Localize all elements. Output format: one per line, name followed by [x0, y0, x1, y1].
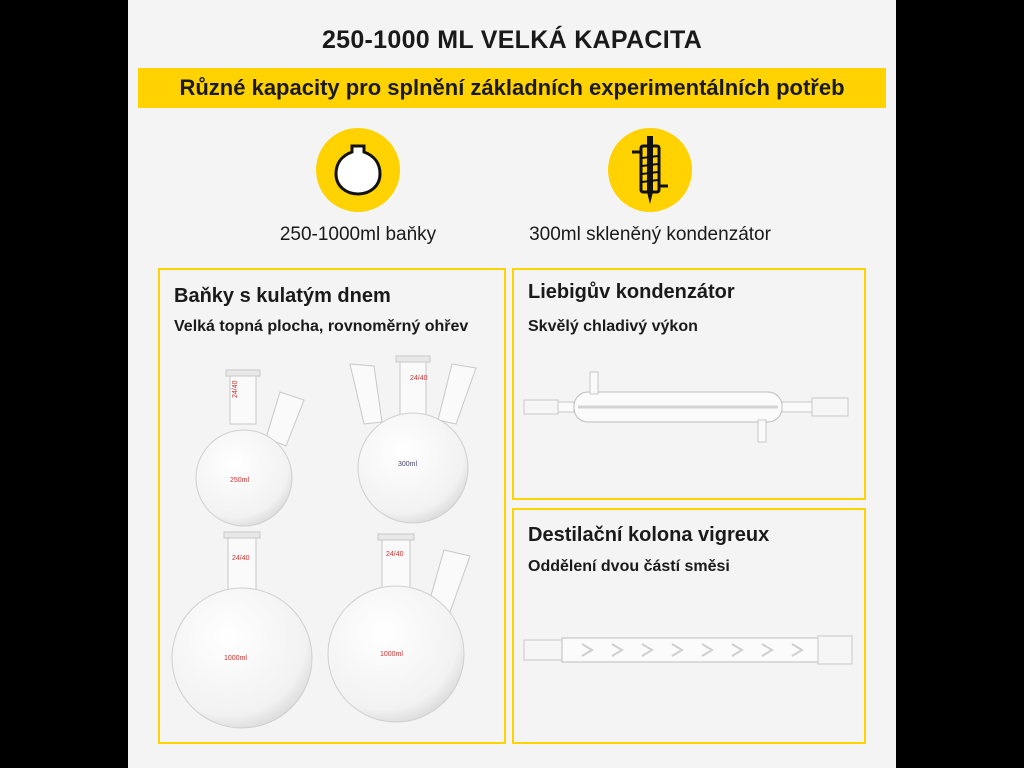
- condenser-panel-title: Liebigův kondenzátor: [528, 281, 735, 303]
- column-panel-subtitle: Oddělení dvou částí směsi: [528, 558, 730, 575]
- flask-1-joint: 24/40: [232, 380, 239, 398]
- flasks-panel: [158, 268, 506, 744]
- subtitle-banner: [138, 68, 886, 108]
- flask-1-volume: 250ml: [230, 477, 250, 484]
- condenser-panel: [512, 268, 866, 500]
- feature-condenser-label: 300ml skleněný kondenzátor: [529, 224, 771, 245]
- condenser-panel-subtitle: Skvělý chladivý výkon: [528, 318, 698, 335]
- flask-2-volume: 300ml: [398, 461, 418, 468]
- product-infographic: [128, 0, 896, 768]
- flask-4-volume: 1000ml: [380, 651, 403, 658]
- feature-flasks: [208, 128, 508, 246]
- column-panel-title: Destilační kolona vigreux: [528, 524, 770, 546]
- flask-two-neck-small: [196, 370, 304, 526]
- flask-three-neck: [350, 356, 476, 523]
- condenser-illustration: [522, 360, 858, 460]
- flasks-panel-title: Baňky s kulatým dnem: [174, 285, 391, 307]
- flask-4-joint: 24/40: [386, 551, 404, 558]
- flasks-panel-subtitle: Velká topná plocha, rovnoměrný ohřev: [174, 318, 469, 335]
- flask-3-joint: 24/40: [232, 555, 250, 562]
- page-title: 250-1000 ML VELKÁ KAPACITA: [321, 26, 703, 54]
- flasks-illustration: [160, 350, 504, 742]
- feature-condenser: [500, 128, 800, 246]
- flask-single-neck-large: [172, 532, 312, 728]
- feature-flasks-label: 250-1000ml baňky: [279, 224, 437, 245]
- flask-two-neck-large: [328, 534, 470, 722]
- round-flask-icon: [316, 128, 400, 212]
- subtitle-text: Různé kapacity pro splnění základních experimentálních potřeb: [179, 75, 845, 100]
- vigreux-column-illustration: [522, 620, 858, 680]
- condenser-icon: [608, 128, 692, 212]
- column-panel: [512, 508, 866, 744]
- flask-2-joint: 24/40: [410, 375, 428, 382]
- flask-3-volume: 1000ml: [224, 655, 247, 662]
